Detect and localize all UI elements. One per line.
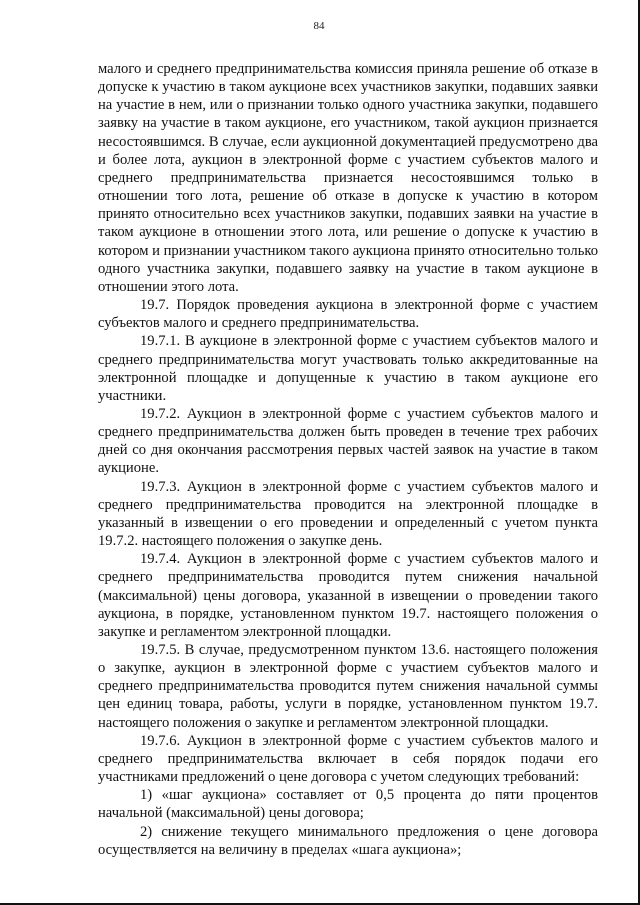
paragraph-19-7-1: 19.7.1. В аукционе в электронной форме с участием субъектов малого и среднего предпринимательства могут участвовать только аккредитованные на электронной площадке и допущенные к участию в таком аукционе его участники. bbox=[98, 333, 598, 404]
page-number: 84 bbox=[313, 20, 325, 32]
list-item-1: 1) «шаг аукциона» составляет от 0,5 процента до пяти процентов начальной (максимальной) цены договора; bbox=[98, 787, 598, 822]
paragraph-continuation: малого и среднего предпринимательства комиссия приняла решение об отказе в допуске к участию в таком аукционе всех участников закупки, подавших заявки на участие в нем, или о признании только одного участника закупки, подавшего заявку на участие в таком аукционе, его участником, такой аукцион признается несостоявшимся. В случае, если аукционной документацией предусмотрено два и более лота, аукцион в электронной форме с участием субъектов малого и среднего предпринимательства признается несостоявшимся только в отношении того лота, решение об отказе в допуске к участию в котором принято относительно всех участников закупки, подавших заявки на участие в таком аукционе в отношении этого лота, или решение о допуске к участию в котором и признании участником такого аукциона принято относительно только одного участника закупки, подавшего заявку на участие в таком аукционе в отношении этого лота. bbox=[98, 61, 598, 295]
list-item-2: 2) снижение текущего минимального предложения о цене договора осуществляется на величину в пределах «шага аукциона»; bbox=[98, 823, 598, 858]
document-body bbox=[98, 60, 598, 859]
paragraph-19-7: 19.7. Порядок проведения аукциона в электронной форме с участием субъектов малого и среднего предпринимательства. bbox=[98, 297, 598, 332]
paragraph-19-7-4: 19.7.4. Аукцион в электронной форме с участием субъектов малого и среднего предпринимательства проводится путем снижения начальной (максимальной) цены договора, указанной в извещении о проведении такого аукциона, в порядке, установленном пунктом 19.7. настоящего положения о закупке и регламентом электронной площадки. bbox=[98, 551, 598, 640]
paragraph-19-7-2: 19.7.2. Аукцион в электронной форме с участием субъектов малого и среднего предпринимательства должен быть проведен в течение трех рабочих дней со дня окончания рассмотрения первых частей заявок на участие в таком аукционе. bbox=[98, 405, 598, 477]
paragraph-19-7-3: 19.7.3. Аукцион в электронной форме с участием субъектов малого и среднего предпринимательства проводится на электронной площадке в указанный в извещении о его проведении и определенный с учетом пункта 19.7.2. настоящего положения о закупке день. bbox=[98, 478, 598, 550]
paragraph-19-7-5: 19.7.5. В случае, предусмотренном пунктом 13.6. настоящего положения о закупке, аукцион в электронной форме с участием субъектов малого и среднего предпринимательства проводится путем снижения начальной суммы цен единиц товара, работы, услуги в порядке, установленном пунктом 19.7. настоящего положения о закупке и регламентом электронной площадки. bbox=[98, 642, 598, 731]
paragraph-19-7-6: 19.7.6. Аукцион в электронной форме с участием субъектов малого и среднего предпринимательства включает в себя порядок подачи его участниками предложений о цене договора с учетом следующих требований: bbox=[98, 732, 598, 786]
